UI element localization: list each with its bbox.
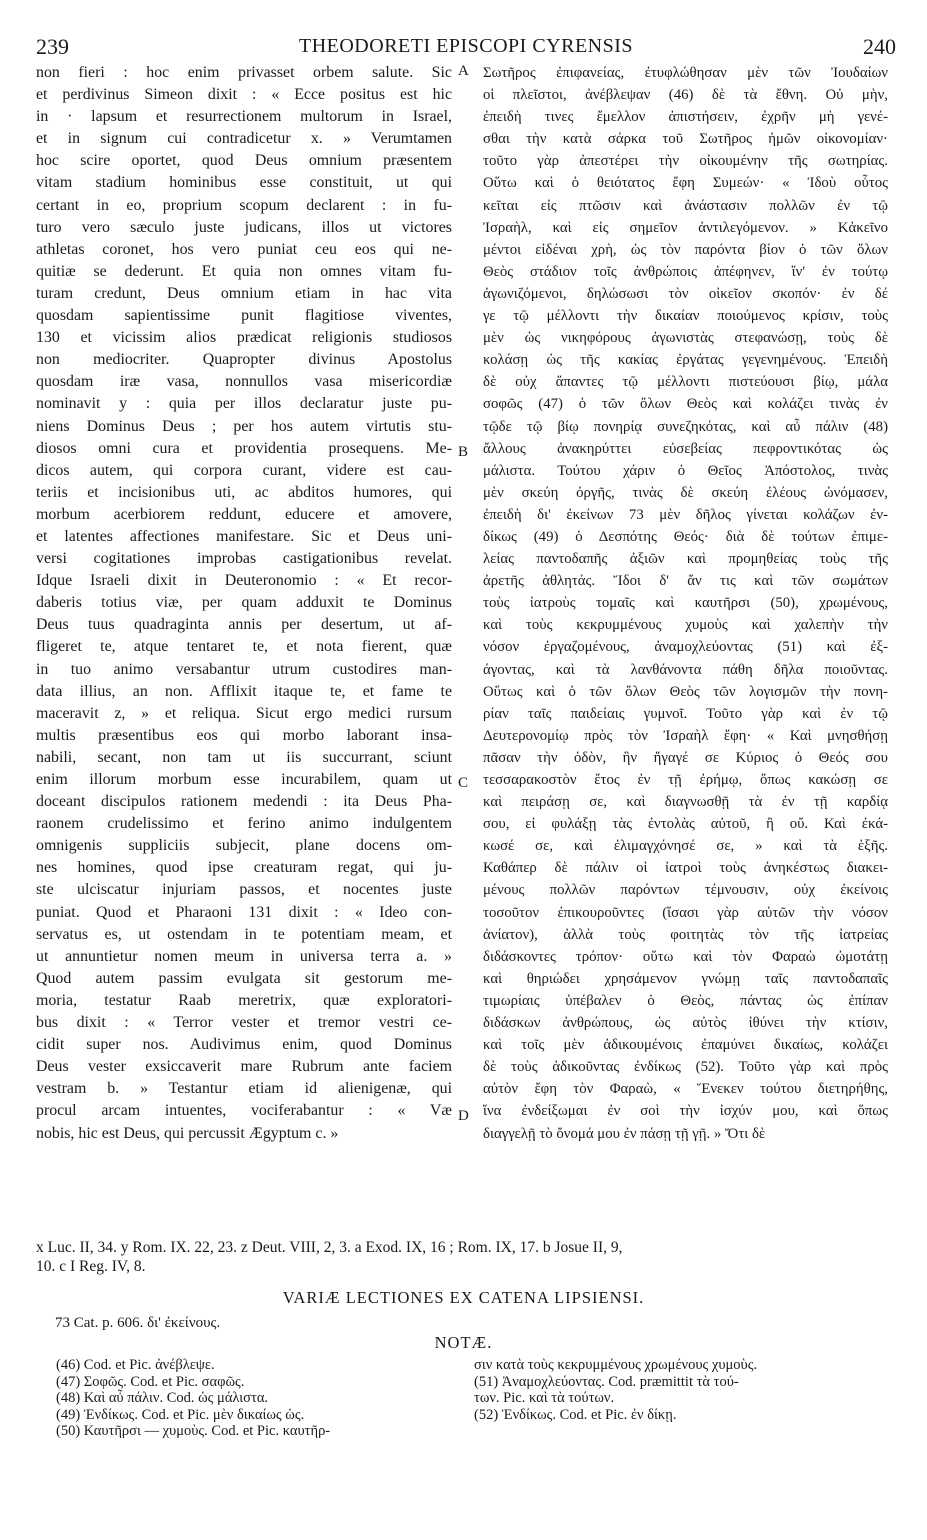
greek-text-line: Σωτῆρος ἐπιφανείας, ἐτυφλώθησαν μὲν τῶν Ἰουδαίων — [483, 65, 888, 81]
variae-note: 73 Cat. p. 606. δι' ἐκείνους. — [55, 1315, 221, 1331]
latin-text-line: vitam stadium hominibus esse constituit, ut qui — [36, 174, 452, 192]
latin-text-line: bus dixit : « Terror vester et tremor vestri ce- — [36, 1014, 452, 1032]
greek-text-line: ἀγωνιζόμενοι, δηλώσωσι τὸν οἰκεῖον σκοπόν· ἐν δέ — [483, 285, 888, 302]
greek-text-line: δὲ οὐχ ἅπαντες τῷ μέλλοντι πιστεύουσι βίῳ, μάλα — [483, 374, 888, 391]
note-line: (47) Σοφῶς. Cod. et Pic. σαφῶς. — [56, 1373, 245, 1390]
greek-text-line: Καθάπερ δὲ πάλιν οἱ ἰατροὶ τοὺς ἀνηκέστως διακει- — [483, 860, 888, 877]
note-line: (48) Καὶ αὖ πάλιν. Cod. ὡς μάλιστα. — [56, 1390, 269, 1406]
running-title: THEODORETI EPISCOPI CYRENSIS — [298, 35, 634, 57]
variae-title: VARIÆ LECTIONES EX CATENA LIPSIENSI. — [282, 1288, 645, 1307]
latin-text-line: quosdam iræ vasa, nonnullos vasa misericordiæ — [36, 373, 452, 391]
greek-text-line: καὶ τοῖς μὲν ἀδικουμένοις ἐπαμύνει δικαίως, κολάζει — [483, 1037, 888, 1054]
latin-text-line: versi cogitationes improbas castigationibus revelat. — [36, 550, 452, 568]
latin-text-line: servatus es, ut ostendam in te potentiam meam, et — [36, 925, 452, 943]
note-line: των. Pic. καὶ τὰ τούτων. — [474, 1390, 615, 1406]
footnote-line: x Luc. II, 34. y Rom. IX. 22, 23. z Deut. VIII, 2, 3. a Exod. IX, 16 ; Rom. IX, 17. b Josue II, 9, — [36, 1239, 623, 1256]
greek-text-line: κωσέ σε, καὶ ἐλιμαγχόνησέ σε, » καὶ τὰ ἑξῆς. — [483, 838, 888, 855]
latin-text-line: morbum acerbiorem reddunt, educere et amovere, — [36, 505, 452, 523]
latin-text-line: Deus vester exsiccaverit mare Rubrum ante faciem — [36, 1058, 452, 1076]
latin-text-line: ut annuntietur nomen meum in universa terra a. » — [36, 947, 452, 965]
latin-text-line: multis præsentibus eos qui morbo laborant insa- — [36, 726, 452, 744]
greek-text-line: δίκως (49) ὁ Δεσπότης Θεός· διὰ δὲ τούτων ἐπιμε- — [483, 528, 888, 545]
latin-text-line: teriis et incisionibus uti, ac abditos humores, qui — [36, 483, 452, 501]
greek-text-line: ἐπειδὴ δι' ἐκείνων 73 μὲν δῆλος γίνεται κολάζων ἐν- — [483, 506, 888, 523]
greek-text-line: καὶ πειράσῃ σε, καὶ διαγνωσθῇ τὰ ἐν τῇ καρδίᾳ — [483, 794, 888, 811]
latin-text-line: nabili, secant, non tam ut iis succurrant, sciunt — [36, 748, 452, 766]
greek-text-line: αὐτὸν ἔφη τὸν Φαραὼ, « Ἕνεκεν τούτου διετηρήθης, — [483, 1081, 888, 1098]
latin-text-line: puniat. Quod et Pharaoni 131 dixit : « Ideo con- — [36, 903, 452, 921]
greek-text-line: τιμωρίαις ὑπέβαλεν ὁ Θεὸς, πάντας ὡς ἐπίπαν — [483, 992, 888, 1009]
greek-text-line: τοὺς ἰατροὺς τομαῖς καὶ καυτῆρσι (50), χρωμένους, — [483, 595, 888, 612]
greek-text-line: ἐπειδὴ τινες ἔμελλον ἀπιστήσειν, ἐχρῆν μὴ γενέ- — [483, 109, 888, 126]
latin-column — [36, 62, 452, 1145]
greek-text-line: κολάσῃ ὡς τῆς κακίας ἐργάτας γεγενημένους. Ἐπειδὴ — [483, 352, 888, 369]
latin-text-line: daberis totius viæ, per quam adduxit te Dominus — [36, 594, 452, 612]
margin-letter-a: A — [458, 63, 469, 79]
greek-text-line: τεσσαρακοστὸν ἔτος ἐν τῇ ἐρήμῳ, ὅπως κακώσῃ σε — [483, 772, 888, 788]
margin-letter-d: D — [458, 1108, 469, 1124]
latin-text-line: diosos omni cura et providentia prosequens. Me- — [36, 439, 452, 457]
greek-column — [483, 62, 888, 1145]
note-line: (46) Cod. et Pic. ἀνέβλεψε. — [56, 1357, 215, 1373]
latin-text-line: in · lapsum et resurrectionem multorum in Israel, — [36, 108, 452, 126]
greek-text-line: καὶ θηριώδει χρησάμενον γνώμῃ ταῖς παντοδαπαῖς — [483, 970, 888, 987]
page-header — [36, 34, 896, 64]
greek-text-line: διαγγελῇ τὸ ὄνομά μου ἐν πάσῃ τῇ γῇ. » Ὅτι δὲ — [483, 1125, 766, 1142]
greek-text-line: Θεὸς στάδιον τοῖς ἀνθρώποις ἀπέφηνεν, ἵν' ἐν τούτῳ — [483, 263, 888, 280]
margin-letter-b: B — [458, 444, 469, 460]
latin-text-line: in tuo animo versabantur utrum custodires man- — [36, 660, 452, 678]
right-page-number: 240 — [863, 34, 896, 59]
greek-text-line: Οὕτω καὶ ὁ θειότατος ἔφη Συμεών· « Ἰδοὺ οὗτος — [483, 175, 888, 192]
footnote-line: 10. c I Reg. IV, 8. — [36, 1258, 146, 1275]
greek-text-line: μὲν σκεύη ὀργῆς, τινὰς δὲ σκεύη ἐλέους ὠνόμασεν, — [483, 484, 888, 501]
latin-text-line: Idque Israeli dixit in Deuteronomio : « Et recor- — [36, 572, 452, 590]
greek-text-line: σθαι τὴν κατὰ σάρκα τοῦ Σωτῆρος ἡμῶν οἰκονομίαν· — [483, 131, 888, 148]
scripture-footnotes — [36, 1238, 888, 1276]
greek-text-line: μέντοι εἰδέναι χρὴ, ὡς τὸν παρόντα βίον ὁ τῶν ὅλων — [483, 241, 888, 258]
greek-text-line: ἄλλους ἀνακηρύττει εὐσεβείας πεφροντικότας ὡς — [483, 440, 888, 457]
greek-text-line: Δευτερονομίῳ πρὸς τὸν Ἰσραὴλ ἔφη· « Καὶ μνησθήσῃ — [483, 727, 888, 744]
greek-text-line: μάλιστα. Τούτου χάριν ὁ Θεῖος Ἀπόστολος, τινὰς — [483, 462, 888, 479]
note-line: (52) Ἐνδίκως. Cod. et Pic. ἐν δίκῃ. — [474, 1406, 677, 1423]
latin-text-line: doceant discipulos rationem medendi : ita Deus Pha- — [36, 793, 452, 811]
greek-text-line: μὲν ὡς νικηφόρους ἀγωνιστὰς στεφανώσῃ, τοὺς δὲ — [483, 330, 888, 347]
latin-text-line: hoc scire oportet, quod Deus omnium præsentem — [36, 152, 452, 170]
latin-text-line: fligeret te, atque tentaret te, et nota fierent, quæ — [36, 638, 452, 656]
greek-text-line: ρίαν ταῖς παιδείαις γυμνοῖ. Τοῦτο γὰρ καὶ ἐν τῷ — [483, 705, 888, 722]
greek-text-line: ἀνίατον), ἀλλὰ τοὺς φοιτητὰς τὸν τῆς ἰατρείας — [483, 926, 888, 943]
greek-text-line: σου, εἰ φυλάξῃ τὰς ἐντολὰς αὐτοῦ, ἢ οὔ. Καὶ ἐκά- — [483, 816, 888, 833]
left-page-number: 239 — [36, 34, 69, 59]
latin-text-line: et in signum cui contradicetur x. » Verumtamen — [36, 130, 452, 148]
latin-text-line: non fieri : hoc enim privasset orbem salute. Sic — [36, 64, 452, 81]
greek-text-line: ἵνα ἐνδείξωμαι ἐν σοὶ τὴν ἰσχύν μου, καὶ ὅπως — [483, 1103, 888, 1120]
greek-text-line: οἱ πλεῖστοι, ἀνέβλεψαν (46) δὲ τὰ ἔθνη. Οὐ μὴν, — [483, 87, 888, 104]
latin-text-line: omnigenis suppliciis subjecit, plane docens om- — [36, 837, 452, 855]
latin-text-line: et perdivinus Simeon dixit : « Ecce positus est hic — [36, 86, 452, 104]
latin-text-line: dicos autem, qui corpora curant, videre est cau- — [36, 461, 452, 479]
latin-text-line: et latentes affectiones manifestare. Sic et Deus uni- — [36, 527, 452, 545]
latin-text-line: Quod autem passim evulgata sit gestorum me- — [36, 969, 452, 987]
greek-text-line: διδάσκοντες τρόπον· οὕτω καὶ τὸν Φαραὼ ὠμοτάτῃ — [483, 948, 888, 965]
latin-text-line: ste ulciscatur injuriam passos, et nocentes juste — [36, 881, 452, 899]
latin-text-line: vestram b. » Testantur etiam id alienigenæ, qui — [36, 1080, 452, 1098]
latin-text-line: nominavit y : quia per illos declaratur juste pu- — [36, 395, 452, 413]
latin-text-line: moria, testatur Raab meretrix, quæ exploratori- — [36, 991, 452, 1009]
latin-text-line: nobis, hic est Deus, qui percussit Ægyptum c. » — [36, 1124, 339, 1142]
note-line: (50) Καυτῆρσι — χυμοὺς. Cod. et Pic. καυτῆρ- — [56, 1423, 331, 1439]
greek-text-line: μένους πολλῶν παρόντων τέμνουσιν, οὐχ ἐκείνοις — [483, 882, 888, 899]
latin-text-line: Deus tuus quadraginta annis per desertum, ut af- — [36, 616, 452, 634]
greek-text-line: δὲ τοὺς ἀδικοῦντας ἐνδίκως (52). Τοῦτο γὰρ καὶ πρὸς — [483, 1059, 888, 1076]
greek-text-line: τοσοῦτον ἐπικουροῦντες (ἴσασι γὰρ αὐτῶν τὴν νόσον — [483, 904, 888, 921]
greek-text-line: τῷδε τῷ βίῳ πονηρίᾳ συνεζηκότας, καὶ αὖ πάλιν (48) — [483, 418, 888, 435]
latin-text-line: turam credunt, Deus omnium etiam in hac vita — [36, 284, 452, 302]
note-line: (51) Ἀναμοχλεύοντας. Cod. præmittit τὰ τού- — [474, 1373, 739, 1390]
greek-text-line: νόσον ἐργαζομένους, ἀναμοχλεύοντας (51) καὶ ἐξ- — [483, 639, 888, 656]
margin-letter-c: C — [458, 775, 469, 791]
greek-text-line: τοῦτο γὰρ ἀπεστέρει τὴν οἰκουμένην τῆς σωτηρίας. — [483, 153, 888, 170]
latin-text-line: procul arcam intuentes, vociferabantur : « Væ — [36, 1102, 452, 1120]
latin-text-line: certant in eo, proprium scopum declarent : in fu- — [36, 196, 452, 214]
latin-text-line: turo vero sæculo juste judicans, illos ut victores — [36, 218, 452, 236]
greek-text-line: Οὕτως καὶ ὁ τῶν ὅλων Θεὸς τῶν λογισμῶν τὴν πονη- — [483, 683, 888, 700]
greek-text-line: λείας παντοδαπῆς ἀξιῶν καὶ προμηθείας τοὺς τῆς — [483, 551, 888, 568]
greek-text-line: διδάσκων ἀνθρώπους, ὡς αὐτὸς ἰθύνει τὴν κτίσιν, — [483, 1015, 888, 1032]
notae-right-column — [474, 1357, 884, 1423]
latin-text-line: athletas coronet, hos vero puniat ceu eos qui ne- — [36, 240, 452, 258]
latin-text-line: raonem crudelissimo et ferino animo indulgentem — [36, 815, 452, 833]
greek-text-line: Ἰσραὴλ, καὶ εἰς σημεῖον ἀντιλεγόμενον. » Κἀκεῖνο — [483, 219, 888, 236]
notae-left-column — [56, 1357, 456, 1440]
greek-text-line: γε τῷ μέλλοντι τὴν δικαίαν ποιούμενος κρίσιν, τοὺς — [483, 308, 888, 325]
note-line: (49) Ἐνδίκως. Cod. et Pic. μὲν δικαίως ὡς. — [56, 1406, 305, 1423]
greek-text-line: σοφῶς (47) ὁ τῶν ὅλων Θεὸς καὶ κολάζει τινὰς ἐν — [483, 396, 888, 413]
latin-text-line: data illius, an non. Afflixit itaque te, et fame te — [36, 682, 452, 700]
note-line: σιν κατὰ τοὺς κεκρυμμένους χρωμένους χυμοὺς. — [474, 1357, 758, 1373]
greek-text-line: άγοντας, καὶ τὰ λανθάνοντα πάθη δῆλα ποιοῦντας. — [483, 661, 888, 678]
latin-text-line: quosdam sapientissime punit flagitiose viventes, — [36, 307, 452, 325]
greek-text-line: ἀρετῆς ἀθλητάς. Ἴδοι δ' ἄν τις καὶ τῶν σωμάτων — [483, 573, 888, 590]
latin-text-line: enim illorum morbum esse incurabilem, quam ut — [36, 771, 452, 788]
latin-text-line: maceravit z, » et reliqua. Sicut ergo medici rursum — [36, 704, 452, 722]
greek-text-line: πᾶσαν τὴν ὁδὸν, ἣν ἤγαγέ σε Κύριος ὁ Θεός σου — [483, 749, 888, 766]
greek-text-line: καὶ τοὺς κεκρυμμένους χυμοὺς καὶ χαλεπὴν τὴν — [483, 617, 888, 634]
latin-text-line: cidit super nos. Audivimus enim, quod Dominus — [36, 1036, 452, 1054]
latin-text-line: niens Dominus Deus ; per hos autem virtutis stu- — [36, 417, 452, 435]
latin-text-line: non mediocriter. Quapropter divinus Apostolus — [36, 351, 452, 369]
latin-text-line: quitiæ se dederunt. Et quia non omnes vitam fu- — [36, 262, 452, 280]
notae-title: NOTÆ. — [434, 1333, 493, 1352]
latin-text-line: 130 et vicissim alios prædicat religionis studiosos — [36, 329, 452, 347]
greek-text-line: κεῖται εἰς πτῶσιν καὶ ἀνάστασιν πολλῶν ἐν τῷ — [483, 197, 888, 214]
latin-text-line: nes homines, quod ipse creaturam regat, qui ju- — [36, 859, 452, 877]
